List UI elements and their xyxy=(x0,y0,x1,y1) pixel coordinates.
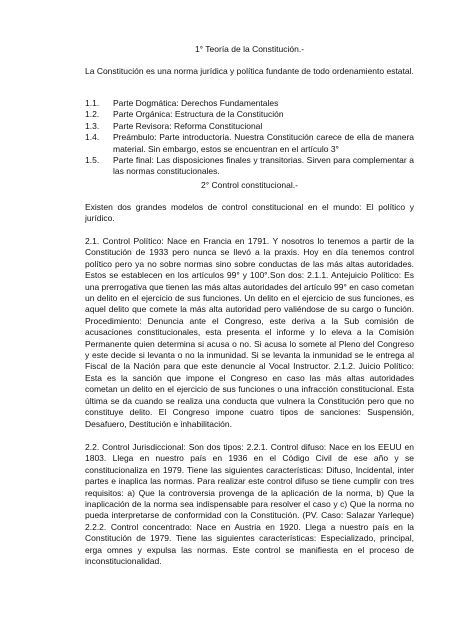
list-item xyxy=(85,155,414,178)
list-item-number: 1.1. xyxy=(85,98,100,108)
list-item-number: 1.2. xyxy=(85,109,100,120)
list-item-number: 1.3. xyxy=(85,120,100,131)
list-item-number: 1.5. xyxy=(85,155,100,166)
constitution-parts-list xyxy=(85,98,414,178)
list-item xyxy=(85,109,414,120)
list-item xyxy=(85,98,414,109)
section-2-intro: Existen dos grandes modelos de control constitucional en el mundo: El político y jurídico. xyxy=(85,202,414,224)
section-2-title: 2° Control constitucional.- xyxy=(201,180,298,190)
control-politico-paragraph: 2.1. Control Político: Nace en Francia en 1791. Y nosotros lo tenemos a partir de la Constitución de 1933 pero nunca se llevó a la praxis. Hoy en día tenemos control político pero ya no sobre normas sino sobre conductas de las más altas autoridades. Estos se establecen en los artículos 99° y 100°.Son dos: 2.1.1. Antejuicio Político: Es una prerrogativa que tienen las más altas autoridades del artículo 99° en caso cometan un delito en el ejercicio de sus funciones. Un delito en el ejercicio de sus funciones, es aquel delito que comete la más alta autoridad pero valiéndose de su cargo o función. Procedimiento: Denuncia ante el Congreso, este deriva a la Sub comisión de acusaciones constitucionales, esta presenta el informe y lo eleva a la Comisión Permanente quien determina si acusa o no. Si acusa lo somete al Pleno del Congreso y este decide si levanta o no la inmunidad. Si se levanta la inmunidad se le entrega al Fiscal de la Nación para que este denuncie al Vocal Instructor. 2.1.2. Juicio Político: Esta es la sanción que impone el Congreso en caso las más altas autoridades cometan un delito en el ejercicio de sus funciones o una infracción constitucional. Esta última se da cuando se realiza una conducta que vulnera la Constitución pero que no constituye delito. El Congreso impone cuatro tipos de sanciones: Suspensión, Desafuero, Destitución e inhabilitación. xyxy=(85,236,414,429)
list-item-text: Parte Orgánica: Estructura de la Constitución xyxy=(113,109,284,120)
list-item-text: Parte final: Las disposiciones finales y transitorias. Sirven para complementar a las normas constitucionales. xyxy=(113,155,414,177)
list-item xyxy=(85,121,414,132)
list-item-text: Parte Revisora: Reforma Constitucional xyxy=(113,120,263,131)
section-1-intro: La Constitución es una norma jurídica y política fundante de todo ordenamiento estatal. xyxy=(85,66,414,76)
list-item-number: 1.4. xyxy=(85,132,100,143)
list-item-text: Parte Dogmática: Derechos Fundamentales xyxy=(113,98,279,108)
list-item-text: Preámbulo: Parte introductoria. Nuestra Constitución carece de ella de manera material. Sin embargo, estos se encuentran en el artículo 3° xyxy=(113,132,414,154)
list-item xyxy=(85,132,414,155)
section-1-title: 1° Teoría de la Constitución.- xyxy=(194,44,305,54)
control-jurisdiccional-paragraph: 2.2. Control Jurisdiccional: Son dos tipos: 2.2.1. Control difuso: Nace en los EEUU en 1803. Llega en nuestro país en 1936 en el Código Civil de ese año y se constitucionaliza en 1979. Tiene las siguientes características: Difuso, Incidental, inter partes e inaplica las normas. Para realizar este control difuso se tiene cumplir con tres requisitos: a) Que la controversia provenga de la aplicación de la norma, b) Que la inaplicación de la norma sea indispensable para resolver el caso y c) Que la norma no pueda interpretarse de conformidad con la Constitución. (PV. Caso: Salazar Yarleque) 2.2.2. Control concentrado: Nace en Austria en 1920. Llega a nuestro país en la Constitución de 1979. Tiene las siguientes características: Especializado, principal, erga omnes y expulsa las normas. Este control se manifiesta en el proceso de inconstitucionalidad. xyxy=(85,442,414,567)
